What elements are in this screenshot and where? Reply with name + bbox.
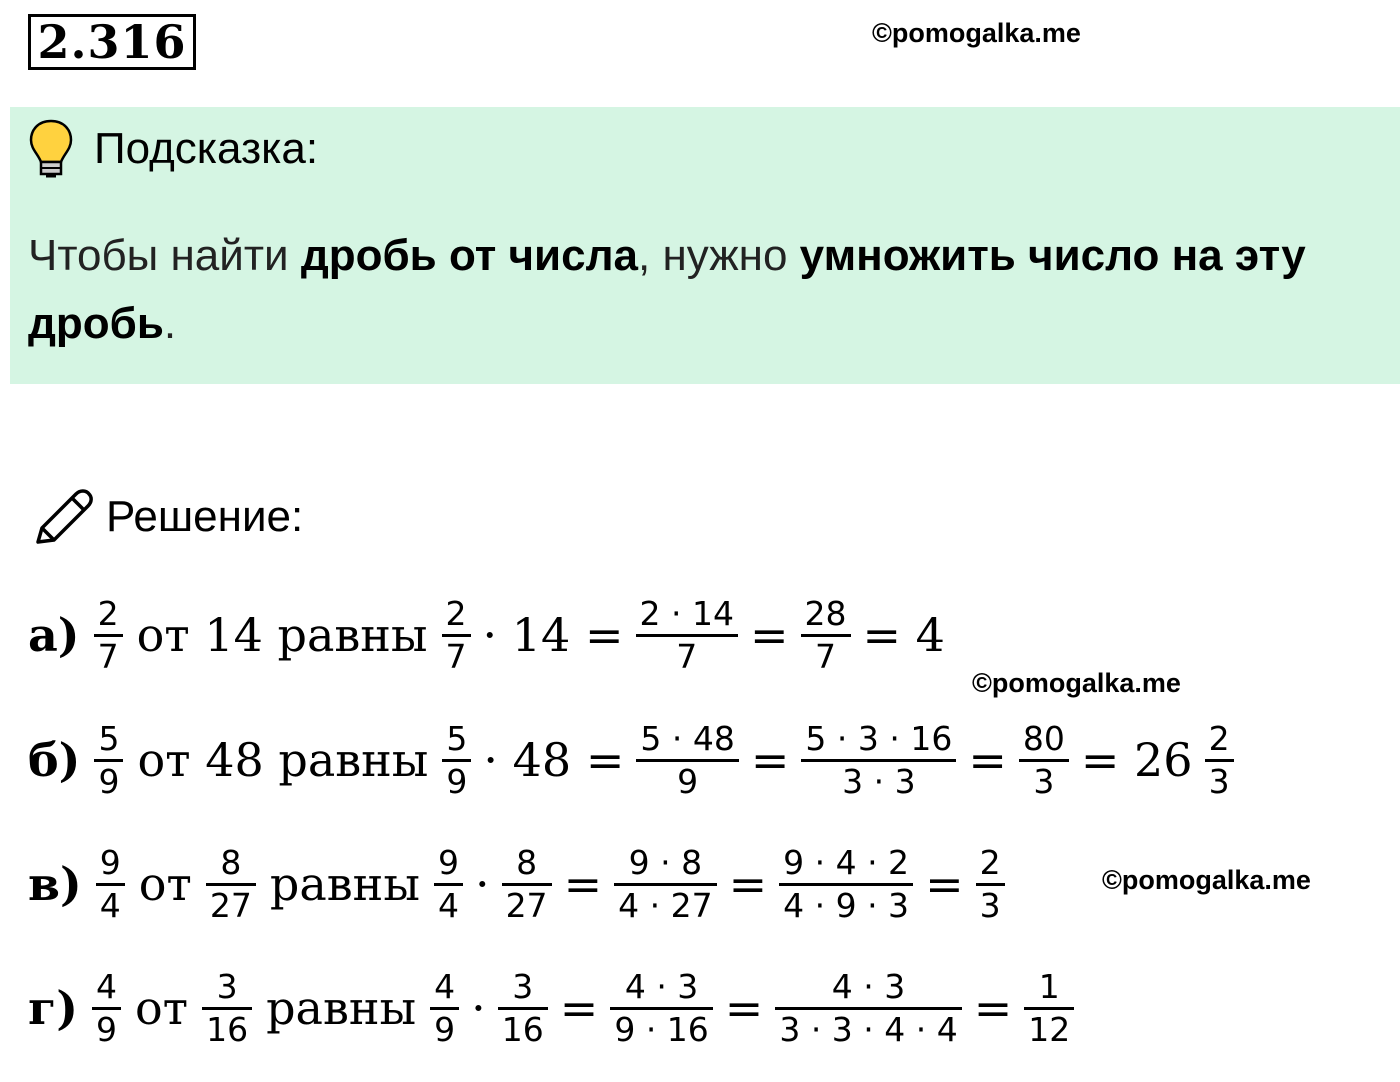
hint-text-bold: умножить число на эту дробь — [28, 231, 1306, 348]
solution-row-a: а) 2 7 от 14 равны 2 7 · 14 = 2 · 14 7 = 28 7 = 4 — [28, 593, 945, 676]
hint-text-part: Чтобы найти — [28, 231, 301, 280]
row-label: б) — [28, 733, 81, 787]
row-label: а) — [28, 608, 80, 662]
solution-title: Решение: — [106, 492, 304, 541]
hint-title: Подсказка: — [94, 124, 319, 173]
watermark: ©pomogalka.me — [1102, 865, 1311, 895]
hint-text-bold: дробь от числа — [300, 231, 638, 280]
problem-number: 2.316 — [28, 14, 196, 70]
hint-text-part: , нужно — [638, 231, 800, 280]
row-label: г) — [28, 981, 78, 1035]
watermark: ©pomogalka.me — [872, 18, 1081, 48]
solution-heading — [30, 484, 303, 550]
solution-row-d: г) 4 9 от 3 16 равны 4 9 · 3 16 = 4 · 3 9 · 16 = 4 · 3 3 · 3 · 4 · 4 = 1 12 — [28, 958, 1078, 1058]
hint-heading — [28, 118, 318, 180]
watermark: ©pomogalka.me — [972, 668, 1181, 698]
solution-row-b: б) 5 9 от 48 равны 5 9 · 48 = 5 · 48 9 = 5 · 3 · 16 3 · 3 = 80 3 = 26 2 3 — [28, 710, 1238, 810]
lightbulb-icon — [28, 118, 74, 180]
solution-row-c: в) 9 4 от 8 27 равны 9 4 · 8 27 = 9 · 8 4 · 27 = 9 · 4 · 2 4 · 9 · 3 = 2 3 — [28, 834, 1009, 934]
row-label: в) — [28, 857, 82, 911]
pencil-icon — [30, 484, 96, 550]
hint-text-part: . — [163, 299, 177, 348]
hint-text — [28, 222, 1388, 358]
